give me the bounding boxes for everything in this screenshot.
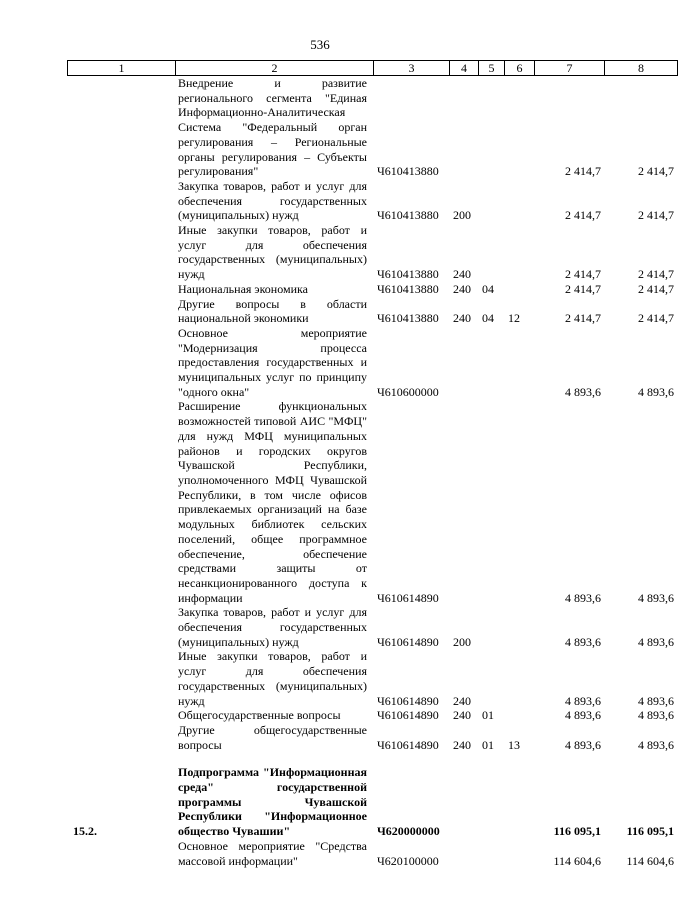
row-amount-col7: 2 414,7 [565, 311, 601, 326]
row-name: Национальная экономика [178, 281, 308, 296]
table-row [0, 838, 674, 868]
column-header-table [67, 60, 678, 76]
row-target-code: Ч610413880 [377, 208, 439, 223]
row-amount-col7: 2 414,7 [565, 164, 601, 179]
row-name: Основное мероприятие "Средства массовой информации" [178, 838, 367, 868]
row-name: Внедрение и развитие регионального сегмента "Единая Информационно-Аналитическая Система "Федеральный орган регулирования – Региональные органы регулирования – Субъекты регулирования" [178, 76, 367, 179]
row-amount-col7: 2 414,7 [565, 281, 601, 296]
row-target-code: Ч610614890 [377, 634, 439, 649]
row-expense-type: 240 [453, 737, 471, 752]
row-name: Расширение функциональных возможностей типовой АИС "МФЦ" для нужд МФЦ муниципальных районов и городских округов Чувашской Республики, уполномоченного МФЦ Чувашской Республики, в том числе офисов привлекаемых организаций на базе модульных библиотек сельских поселений, общее программное обеспечение, обеспечение средствами защиты от несанкционированного доступа к информации [178, 399, 367, 605]
row-name: Иные закупки товаров, работ и услуг для обеспечения государственных (муниципальных) нужд [178, 649, 367, 708]
row-target-code: Ч620100000 [377, 853, 439, 868]
column-header-1: 1 [68, 61, 176, 76]
row-amount-col8: 4 893,6 [638, 634, 674, 649]
row-section: 01 [482, 737, 494, 752]
row-amount-col7: 4 893,6 [565, 384, 601, 399]
row-target-code: Ч610413880 [377, 281, 439, 296]
row-amount-col7: 2 414,7 [565, 208, 601, 223]
table-row [0, 605, 674, 649]
row-amount-col8: 2 414,7 [638, 281, 674, 296]
row-amount-col7: 4 893,6 [565, 737, 601, 752]
row-name: Подпрограмма "Информационная среда" государственной программы Чувашской Республики "Информационное общество Чувашии" [178, 765, 367, 839]
row-amount-col7: 116 095,1 [553, 824, 601, 839]
budget-table-body [0, 76, 674, 868]
row-target-code: Ч610614890 [377, 708, 439, 723]
column-header-6: 6 [505, 61, 535, 76]
row-amount-col8: 2 414,7 [638, 267, 674, 282]
column-header-3: 3 [374, 61, 450, 76]
table-row [0, 325, 674, 400]
column-header-5: 5 [479, 61, 505, 76]
row-expense-type: 240 [453, 281, 471, 296]
row-subsection: 13 [508, 737, 520, 752]
row-target-code: Ч610614890 [377, 693, 439, 708]
page-number: 536 [310, 37, 330, 52]
row-amount-col7: 114 604,6 [553, 853, 601, 868]
column-header-row [68, 61, 678, 76]
row-name: Закупка товаров, работ и услуг для обеспечения государственных (муниципальных) нужд [178, 178, 367, 223]
row-target-code: Ч610614890 [377, 590, 439, 605]
row-section: 04 [482, 311, 494, 326]
column-header-4: 4 [450, 61, 479, 76]
row-amount-col8: 2 414,7 [638, 164, 674, 179]
column-header-2: 2 [176, 61, 374, 76]
row-name: Основное мероприятие "Модернизация процесса предоставления государственных и муниципальных услуг по принципу "одного окна" [178, 325, 367, 399]
row-amount-col8: 4 893,6 [638, 384, 674, 399]
row-expense-type: 240 [453, 267, 471, 282]
row-amount-col8: 2 414,7 [638, 311, 674, 326]
table-row [0, 223, 674, 282]
row-target-code: Ч610614890 [377, 737, 439, 752]
row-amount-col8: 4 893,6 [638, 708, 674, 723]
row-expense-type: 240 [453, 708, 471, 723]
row-amount-col7: 4 893,6 [565, 634, 601, 649]
row-name: Общегосударственные вопросы [178, 708, 341, 723]
row-number: 15.2. [73, 824, 97, 839]
row-section: 04 [482, 281, 494, 296]
row-name: Закупка товаров, работ и услуг для обеспечения государственных (муниципальных) нужд [178, 605, 367, 649]
row-amount-col8: 116 095,1 [626, 824, 674, 839]
row-expense-type: 200 [453, 634, 471, 649]
row-expense-type: 240 [453, 693, 471, 708]
row-section: 01 [482, 708, 494, 723]
row-amount-col8: 4 893,6 [638, 590, 674, 605]
row-amount-col7: 4 893,6 [565, 693, 601, 708]
row-target-code: Ч620000000 [377, 824, 440, 839]
row-name: Иные закупки товаров, работ и услуг для обеспечения государственных (муниципальных) нужд [178, 223, 367, 282]
table-row [0, 722, 674, 752]
row-expense-type: 240 [453, 311, 471, 326]
table-row [0, 296, 674, 326]
row-amount-col7: 2 414,7 [565, 267, 601, 282]
row-amount-col8: 114 604,6 [626, 853, 674, 868]
row-target-code: Ч610413880 [377, 267, 439, 282]
row-expense-type: 200 [453, 208, 471, 223]
table-row [0, 399, 674, 605]
row-amount-col7: 4 893,6 [565, 590, 601, 605]
row-target-code: Ч610413880 [377, 311, 439, 326]
table-row [0, 178, 674, 223]
row-name: Другие вопросы в области национальной экономики [178, 296, 367, 326]
table-row [0, 649, 674, 708]
table-row [0, 765, 674, 839]
row-amount-col8: 4 893,6 [638, 737, 674, 752]
column-header-7: 7 [535, 61, 605, 76]
row-target-code: Ч610600000 [377, 384, 439, 399]
row-amount-col8: 4 893,6 [638, 693, 674, 708]
column-header-8: 8 [605, 61, 678, 76]
row-amount-col8: 2 414,7 [638, 208, 674, 223]
row-target-code: Ч610413880 [377, 164, 439, 179]
table-row [0, 281, 674, 297]
row-subsection: 12 [508, 311, 520, 326]
row-name: Другие общегосударственные вопросы [178, 722, 367, 752]
row-amount-col7: 4 893,6 [565, 708, 601, 723]
table-row [0, 76, 674, 179]
table-row [0, 708, 674, 723]
